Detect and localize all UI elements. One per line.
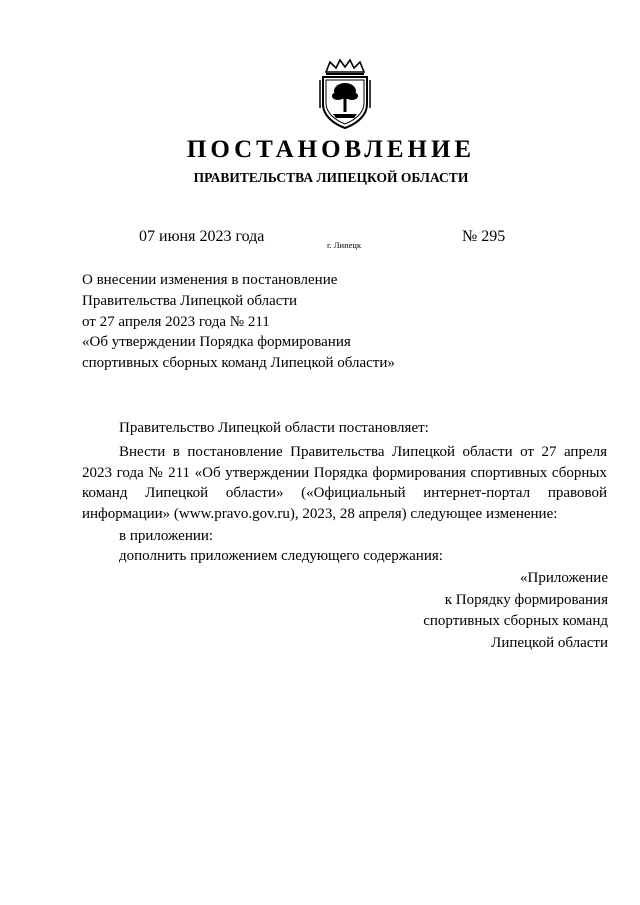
document-number: № 295	[462, 228, 506, 245]
subject-line: спортивных сборных команд Липецкой области»	[82, 355, 395, 372]
subject-line: Правительства Липецкой области	[82, 292, 298, 309]
appendix-line: «Приложение	[519, 570, 608, 586]
subject-line: «Об утверждении Порядка формирования	[82, 334, 351, 351]
resolution-main-paragraph: Внести в постановление Правительства Липецкой области от 27 апреля 2023 года № 211 «Об утверждении Порядка формирования спортивных сборных команд Липецкой области» («Официальный интернет-портал правовой информации» (www.pravo.gov.ru), 2023, 28 апреля) следующее изменение:	[82, 444, 607, 522]
resolution-intro: Правительство Липецкой области постановляет:	[119, 420, 429, 436]
appendix-line: Липецкой области	[491, 634, 608, 651]
appendix-header	[423, 568, 608, 654]
appendix-line: спортивных сборных команд	[423, 613, 608, 629]
subject-line: от 27 апреля 2023 года № 211	[82, 313, 270, 330]
resolution-item-1: в приложении:	[119, 528, 214, 544]
document-subject	[82, 270, 395, 374]
document-city: г. Липецк	[327, 240, 362, 250]
document-type-title: ПОСТАНОВЛЕНИЕ	[186, 136, 476, 163]
coat-of-arms-emblem	[316, 58, 374, 130]
resolution-item-2: дополнить приложением следующего содержания:	[119, 548, 443, 564]
subject-line: О внесении изменения в постановление	[82, 272, 338, 288]
issuing-authority: ПРАВИТЕЛЬСТВА ЛИПЕЦКОЙ ОБЛАСТИ	[193, 170, 469, 185]
appendix-line: к Порядку формирования	[444, 591, 608, 608]
document-date: 07 июня 2023 года	[139, 228, 265, 245]
